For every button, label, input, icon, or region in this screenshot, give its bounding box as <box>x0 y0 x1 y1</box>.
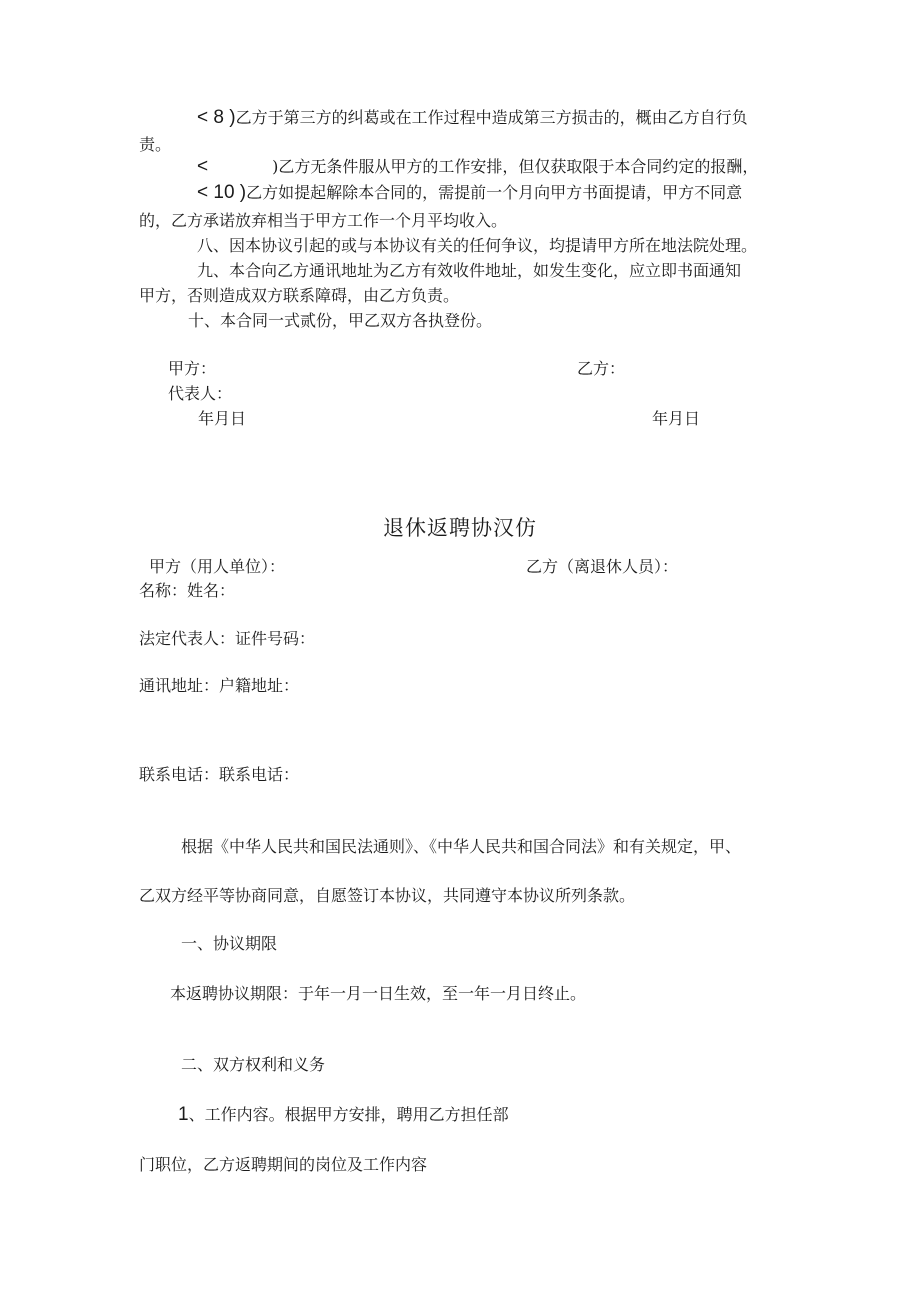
clause-9-continuation: 甲方，否则造成双方联系障碍，由乙方负责。 <box>139 286 460 305</box>
item-8-number: < 8 ) <box>197 107 236 128</box>
signature-date-a: 年月日 <box>198 409 247 428</box>
clause-10: 十、本合同一式贰份，甲乙双方各执登份。 <box>188 311 493 330</box>
clause-item-8 <box>197 108 748 128</box>
row-address: 通讯地址：户籍地址： <box>139 676 300 695</box>
section-2-item-1-continuation: 门职位，乙方返聘期间的岗位及工作内容 <box>139 1155 428 1174</box>
item-10-text: 乙方如提起解除本合同的，需提前一个月向甲方书面提请，甲方不同意 <box>246 183 743 202</box>
item-8-text: 乙方于第三方的纠葛或在工作过程中造成第三方损击的，概由乙方自行负 <box>235 108 748 127</box>
clause-item-10 <box>197 183 742 203</box>
signature-party-b: 乙方： <box>577 359 626 378</box>
signature-date-b: 年月日 <box>652 409 701 428</box>
signature-party-a: 甲方： <box>168 359 217 378</box>
section-2-heading: 二、双方权利和义务 <box>181 1055 326 1074</box>
row-phone: 联系电话：联系电话： <box>139 765 300 784</box>
clause-item-9 <box>197 157 758 177</box>
signature-representative: 代表人： <box>168 384 233 403</box>
intro-paragraph-continuation: 乙双方经平等协商同意，自愿签订本协议，共同遵守本协议所列条款。 <box>139 886 636 905</box>
clause-9: 九、本合向乙方通讯地址为乙方有效收件地址，如发生变化，应立即书面通知 <box>197 261 742 280</box>
section-1-text: 本返聘协议期限：于年一月一日生效，至一年一月日终止。 <box>170 984 587 1003</box>
item-1-text: 、工作内容。根据甲方安排，聘用乙方担任部 <box>188 1105 509 1124</box>
item-8-continuation: 责。 <box>139 135 172 154</box>
clause-8: 八、因本协议引起的或与本协议有关的任何争议，均提请甲方所在地法院处理。 <box>197 236 758 255</box>
row-legal-representative: 法定代表人：证件号码： <box>139 629 316 648</box>
item-9-number: < <box>197 156 209 177</box>
party-a-label: 甲方（用人单位）： <box>149 557 286 576</box>
item-10-number: < 10 ) <box>197 182 247 203</box>
item-1-number: 1 <box>178 1104 189 1125</box>
section-2-item-1 <box>178 1105 509 1125</box>
item-10-continuation: 的，乙方承诺放弃相当于甲方工作一个月平均收入。 <box>139 211 508 230</box>
section-1-heading: 一、协议期限 <box>181 934 278 953</box>
intro-paragraph: 根据《中华人民共和国民法通则》、《中华人民共和国合同法》和有关规定，甲、 <box>181 837 742 856</box>
row-name: 名称：姓名： <box>139 581 236 600</box>
agreement-title: 退休返聘协汉仿 <box>383 516 537 540</box>
party-b-label: 乙方（离退休人员）： <box>526 557 679 576</box>
item-9-text: )乙方无条件服从甲方的工作安排，但仅获取限于本合同约定的报酬， <box>272 157 759 176</box>
